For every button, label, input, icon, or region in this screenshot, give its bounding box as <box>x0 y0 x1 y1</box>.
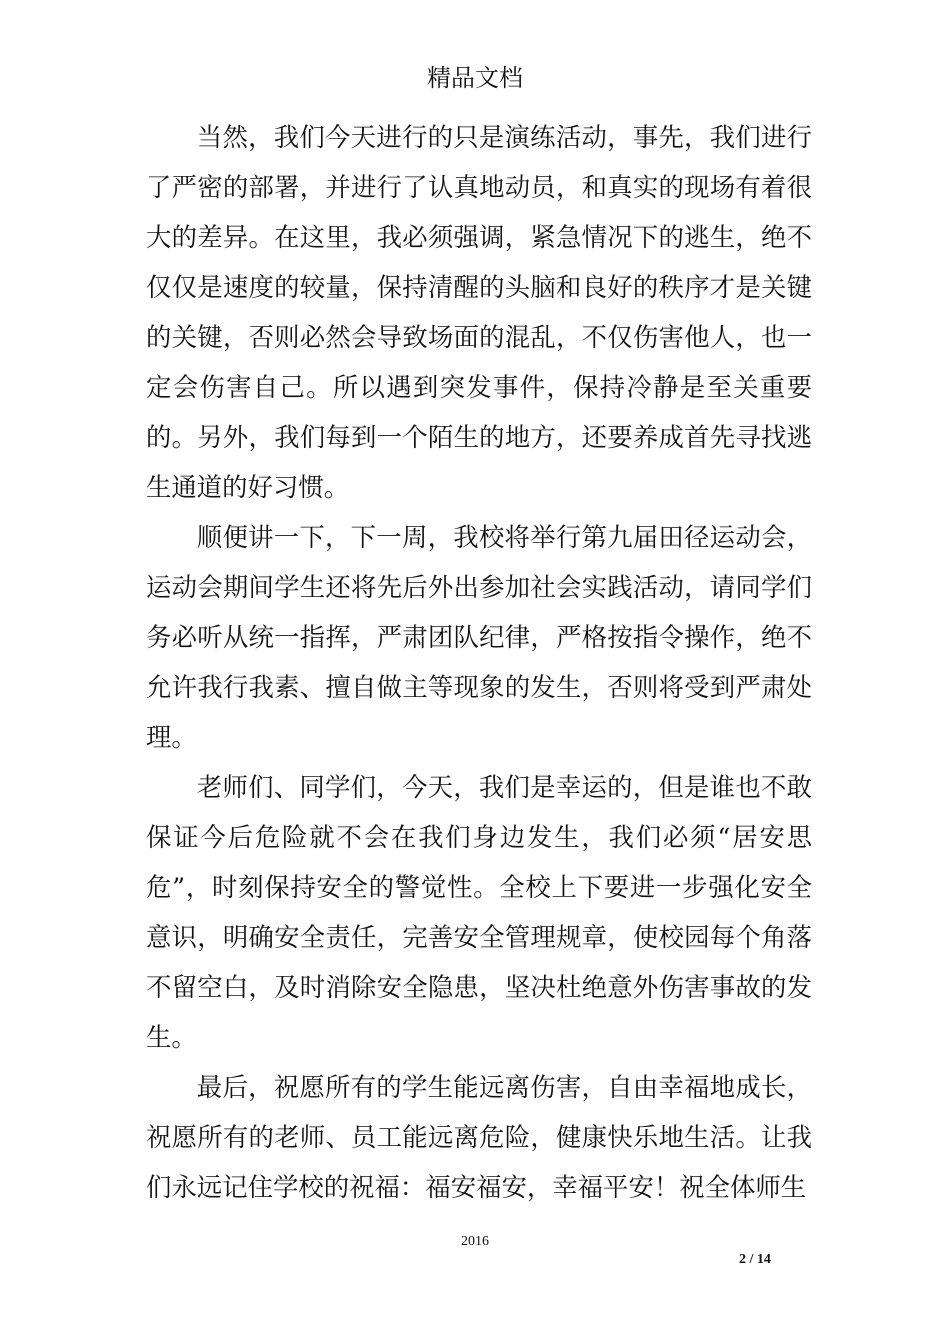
footer-year: 2016 <box>461 1234 489 1249</box>
paragraph-closing-wishes: 最后，祝愿所有的学生能远离伤害，自由幸福地成长，祝愿所有的老师、员工能远离危险，健康快乐地生活。让我们永远记住学校的祝福：福安福安，幸福平安！祝全体师生 <box>146 1072 812 1202</box>
paragraph-drill-summary: 当然，我们今天进行的只是演练活动，事先，我们进行了严密的部署，并进行了认真地动员，和真实的现场有着很大的差异。在这里，我必须强调，紧急情况下的逃生，绝不仅仅是速度的较量，保持清醒的头脑和良好的秩序才是关键的关键，否则必然会导致场面的混乱，不仅伤害他人，也一定会伤害自己。所以遇到突发事件，保持冷静是至关重要的。另外，我们每到一个陌生的地方，还要养成首先寻找逃生通道的好习惯。 <box>146 122 812 502</box>
page-header-title: 精品文档 <box>427 64 523 92</box>
document-body <box>146 112 812 1212</box>
paragraph-sports-meet-notice: 顺便讲一下，下一周，我校将举行第九届田径运动会，运动会期间学生还将先后外出参加社会实践活动，请同学们务必听从统一指挥，严肃团队纪律，严格按指令操作，绝不允许我行我素、擅自做主等现象的发生，否则将受到严肃处理。 <box>146 522 812 752</box>
paragraph-safety-awareness: 老师们、同学们，今天，我们是幸运的，但是谁也不敢保证今后危险就不会在我们身边发生，我们必须“居安思危”，时刻保持安全的警觉性。全校上下要进一步强化安全意识，明确安全责任，完善安全管理规章，使校园每个角落不留空白，及时消除安全隐患，坚决杜绝意外伤害事故的发生。 <box>146 772 812 1052</box>
page-number: 2 / 14 <box>739 1252 771 1267</box>
